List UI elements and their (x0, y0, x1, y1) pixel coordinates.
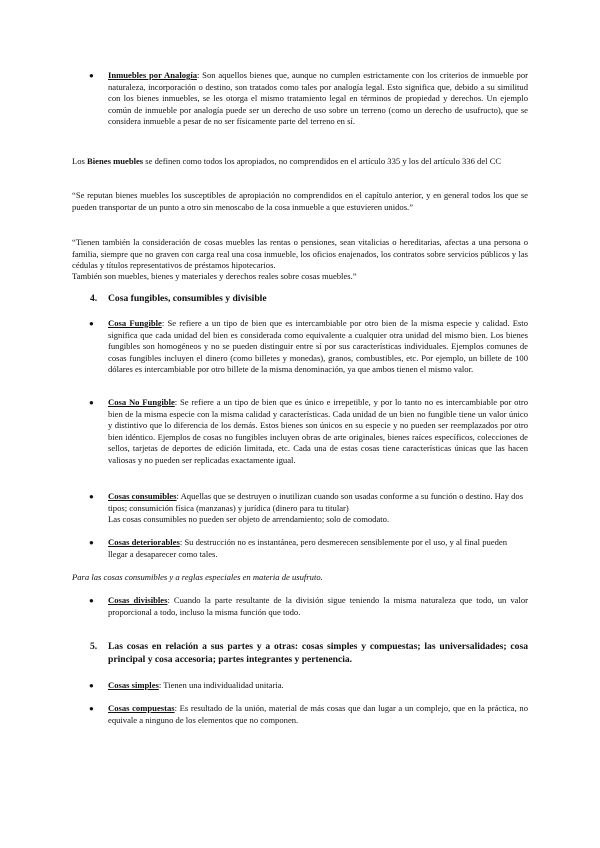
bullet-icon: ● (89, 596, 94, 605)
quote-articulo-335: “Se reputan bienes muebles los susceptibles de apropiación no comprendidos en el capítulo anterior, y en general todos los que se pueden transportar de un punto a otro sin menoscabo de la cosa inmueble a que estuvieren unidos.” (72, 190, 528, 212)
quote-articulo-336: “Tienen también la consideración de cosas muebles las rentas o pensiones, sean vitalicias o hereditarias, afectas a una persona o familia, siempre que no graven con carga real una cosa inmueble, los oficios enajenados, los contratos sobre servicios públicos y las cédulas y títulos representativos de préstamos hipotecarios. (72, 237, 528, 271)
paragraph-bienes-muebles: Los Bienes muebles se definen como todos los apropiados, no comprendidos en el artículo 335 y los del artículo 336 del CC (72, 156, 502, 166)
italic-note-usufruto: Para las cosas consumibles y a reglas especiales en materia de usufruto. (72, 572, 323, 582)
bullet-icon: ● (89, 398, 94, 407)
term-bienes-muebles: Bienes muebles (87, 156, 144, 166)
bullet-icon: ● (89, 71, 94, 80)
item-cosas-divisibles: Cosas divisibles: Cuando la parte resultante de la división sigue teniendo la misma naturaleza que todo, un valor proporcional a todo, incluso la misma función que todo. (108, 595, 529, 617)
item-cosas-compuestas: Cosas compuestas: Es resultado de la unión, material de más cosas que dan lugar a un complejo, que en la práctica, no equivale a ninguno de los elementos que no componen. (108, 703, 528, 725)
section-5-number: 5. (90, 641, 98, 652)
term-cosas-consumibles: Cosas consumibles (108, 491, 177, 501)
section-5-heading: Las cosas en relación a sus partes y a otras: cosas simples y compuestas; las universalidades; cosa principal y cosa accesoria; partes integrantes y pertenencia. (108, 641, 528, 665)
section-4-heading: Cosa fungibles, consumibles y divisible (108, 293, 267, 304)
consumibles-arrendamiento-note: Las cosas consumibles no pueden ser objeto de arrendamiento; solo de comodato. (108, 514, 390, 525)
bullet-icon: ● (89, 704, 94, 713)
item-inmuebles-analogia (108, 70, 528, 128)
bullet-icon: ● (89, 319, 94, 328)
term-cosas-compuestas: Cosas compuestas (108, 703, 175, 713)
term-cosa-no-fungible: Cosa No Fungible (108, 397, 175, 407)
item-cosas-simples: Cosas simples: Tienen una individualidad unitaria. (108, 680, 284, 690)
item-cosa-no-fungible: Cosa No Fungible: Se refiere a un tipo de bien que es único e irrepetible, y por lo tanto no es intercambiable por otro bien de la misma especie con la misma calidad y características. Cada unidad de un bien no fungible tiene un valor único y distintivo que lo diferencia de los demás. Estos bienes son únicos en su especie y no pueden ser reemplazados por otro bien idéntico. Ejemplos de cosas no fungibles incluyen obras de arte originales, bienes raíces específicos, colecciones de sellos, tarjetas de deportes de edición limitada, etc. Cada una de estas cosas tiene características únicas que las hacen valiosas y no pueden ser replicadas exactamente igual. (108, 397, 528, 465)
term-cosas-simples: Cosas simples (108, 680, 159, 690)
bullet-icon: ● (89, 538, 94, 547)
term-cosas-deteriorables: Cosas deteriorables (108, 537, 180, 547)
section-4-number: 4. (90, 293, 98, 304)
item-cosas-deteriorables: Cosas deteriorables: Su destrucción no es instantánea, pero desmerecen sensiblemente por el uso, y al final pueden llegar a desaparecer como tales. (108, 537, 508, 559)
term-cosas-divisibles: Cosas divisibles (108, 595, 168, 605)
term-inmuebles-analogia: Inmuebles por Analogía (108, 70, 197, 80)
item-cosa-fungible: Cosa Fungible: Se refiere a un tipo de bien que es intercambiable por otro bien de la misma especie y calidad. Esto significa que cada unidad del bien es considerada como equivalente a cualquier otra unidad del mismo bien. Los bienes fungibles son homogéneos y no se pueden distinguir entre sí por sus características individuales. Ejemplos comunes de cosas fungibles incluyen el dinero (como billetes y monedas), granos, combustibles, etc. Por ejemplo, un billete de 100 dólares es intercambiable por otro billete de la misma denominación, ya que ambos tienen el mismo valor. (108, 318, 528, 375)
quote-articulo-336-last: También son muebles, bienes y materiales y derechos reales sobre cosas muebles.” (72, 271, 357, 281)
bullet-icon: ● (89, 492, 94, 501)
text-inmuebles-analogia: : Son aquellos bienes que, aunque no cumplen estrictamente con los criterios de inmueble por naturaleza, incorporación o destino, son tratados como tales por analogía legal. Esto significa que, debido a su similitud con los bienes inmuebles, se les otorga el mismo tratamiento legal en términos de propiedad y derechos. Un ejemplo común de inmueble por analogía puede ser un derecho de uso sobre un terreno (como un derecho de usufructo), que se considera inmueble a pesar de no ser físicamente parte del terreno en sí. (108, 70, 528, 127)
bullet-icon: ● (89, 681, 94, 690)
item-cosas-consumibles: Cosas consumibles: Aquellas que se destruyen o inutilizan cuando son usadas conforme a su función o destino. Hay dos tipos; consumición física (manzanas) y jurídica (dinero para tu titular) Las cosas consumibles no pueden ser objeto de arrendamiento; solo de comodato. (108, 491, 524, 525)
term-cosa-fungible: Cosa Fungible (108, 318, 162, 328)
